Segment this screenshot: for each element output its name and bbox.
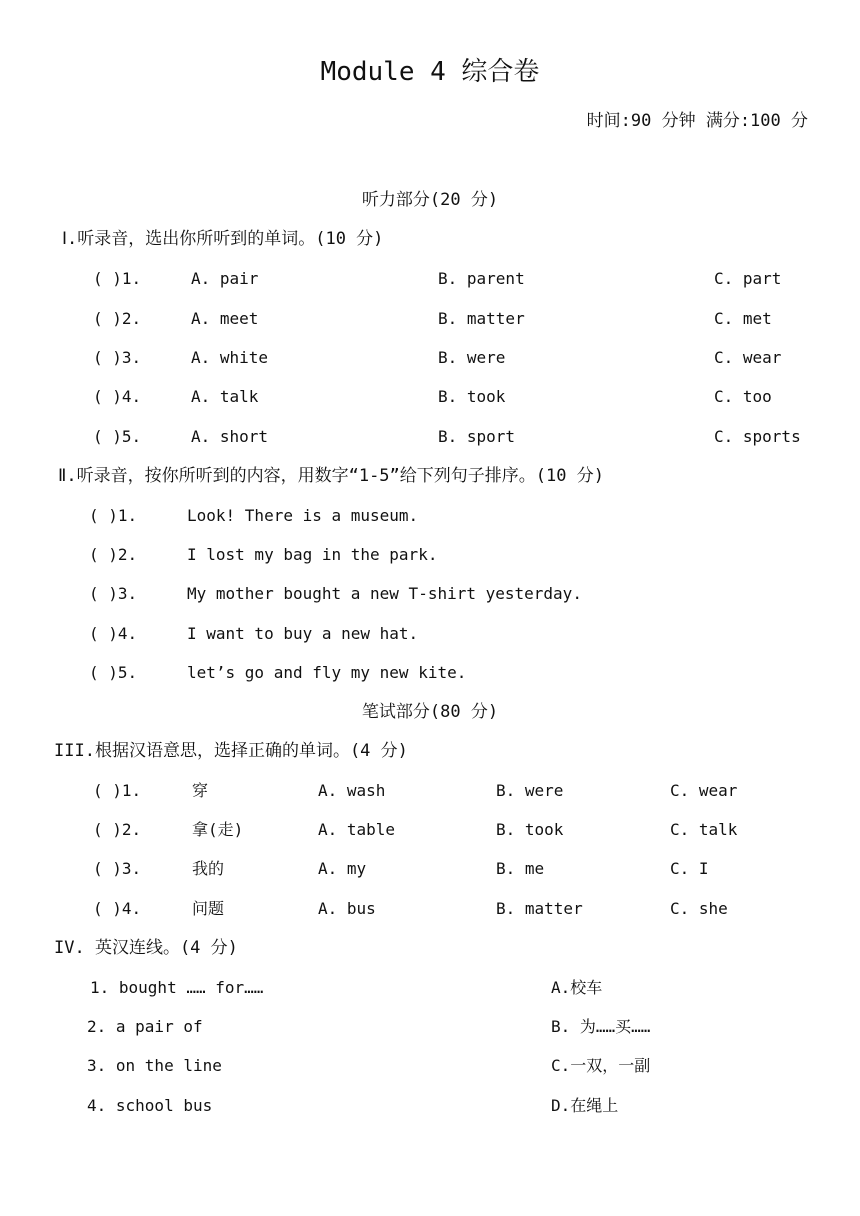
option-b: B. took bbox=[496, 820, 564, 839]
section-1-heading: Ⅰ.听录音，选出你所听到的单词。(10 分) bbox=[62, 229, 384, 249]
option-b: B. took bbox=[438, 387, 506, 406]
option-c: C. wear bbox=[670, 781, 738, 800]
listening-section-header: 听力部分(20 分) bbox=[361, 190, 499, 210]
option-a: A. wash bbox=[318, 781, 386, 800]
option-b: B. matter bbox=[496, 899, 583, 918]
option-a: A. talk bbox=[191, 387, 259, 406]
option-c: C. wear bbox=[714, 348, 782, 367]
english-phrase: 1. bought …… for…… bbox=[90, 978, 264, 997]
option-b: B. parent bbox=[438, 269, 525, 288]
english-phrase: 2. a pair of bbox=[87, 1017, 203, 1036]
question-number: ( )1. bbox=[89, 506, 138, 525]
sentence-text: My mother bought a new T-shirt yesterday. bbox=[187, 584, 582, 603]
question-number: ( )1. bbox=[93, 269, 142, 288]
question-number: ( )4. bbox=[93, 387, 142, 406]
option-b: B. sport bbox=[438, 427, 516, 446]
question-number: ( )2. bbox=[93, 820, 142, 839]
option-b: B. matter bbox=[438, 309, 525, 328]
chinese-meaning: 穿 bbox=[192, 781, 209, 800]
option-b: B. were bbox=[496, 781, 564, 800]
question-number: ( )3. bbox=[93, 348, 142, 367]
option-c: C. she bbox=[670, 899, 728, 918]
section-4-heading: IV. 英汉连线。(4 分) bbox=[54, 938, 238, 958]
question-number: ( )3. bbox=[93, 859, 142, 878]
option-a: A. table bbox=[318, 820, 396, 839]
option-c: C. talk bbox=[670, 820, 738, 839]
option-b: B. were bbox=[438, 348, 506, 367]
exam-meta: 时间:90 分钟 满分:100 分 bbox=[586, 111, 808, 131]
option-b: B. me bbox=[496, 859, 545, 878]
sentence-text: I lost my bag in the park. bbox=[187, 545, 438, 564]
question-number: ( )3. bbox=[89, 584, 138, 603]
option-c: C. I bbox=[670, 859, 709, 878]
chinese-phrase: C.一双，一副 bbox=[551, 1056, 651, 1075]
section-2-heading: Ⅱ.听录音，按你所听到的内容，用数字“1-5”给下列句子排序。(10 分) bbox=[58, 466, 604, 486]
question-number: ( )5. bbox=[93, 427, 142, 446]
sentence-text: let’s go and fly my new kite. bbox=[187, 663, 467, 682]
option-a: A. bus bbox=[318, 899, 376, 918]
sentence-text: Look! There is a museum. bbox=[187, 506, 419, 525]
question-number: ( )4. bbox=[93, 899, 142, 918]
chinese-meaning: 拿(走) bbox=[192, 820, 244, 839]
page-title: Module 4 综合卷 bbox=[320, 57, 540, 87]
option-a: A. white bbox=[191, 348, 269, 367]
chinese-phrase: D.在绳上 bbox=[551, 1096, 619, 1115]
option-c: C. sports bbox=[714, 427, 801, 446]
option-c: C. part bbox=[714, 269, 782, 288]
option-a: A. short bbox=[191, 427, 269, 446]
option-a: A. my bbox=[318, 859, 367, 878]
question-number: ( )1. bbox=[93, 781, 142, 800]
sentence-text: I want to buy a new hat. bbox=[187, 624, 419, 643]
writing-section-header: 笔试部分(80 分) bbox=[361, 702, 499, 722]
chinese-phrase: A.校车 bbox=[551, 978, 603, 997]
question-number: ( )4. bbox=[89, 624, 138, 643]
option-c: C. too bbox=[714, 387, 772, 406]
question-number: ( )2. bbox=[93, 309, 142, 328]
english-phrase: 4. school bus bbox=[87, 1096, 213, 1115]
english-phrase: 3. on the line bbox=[87, 1056, 222, 1075]
question-number: ( )2. bbox=[89, 545, 138, 564]
chinese-phrase: B. 为……买…… bbox=[551, 1017, 651, 1036]
option-a: A. pair bbox=[191, 269, 259, 288]
option-a: A. meet bbox=[191, 309, 259, 328]
section-3-heading: III.根据汉语意思，选择正确的单词。(4 分) bbox=[54, 741, 408, 761]
question-number: ( )5. bbox=[89, 663, 138, 682]
chinese-meaning: 我的 bbox=[192, 859, 225, 878]
option-c: C. met bbox=[714, 309, 772, 328]
chinese-meaning: 问题 bbox=[192, 899, 225, 918]
